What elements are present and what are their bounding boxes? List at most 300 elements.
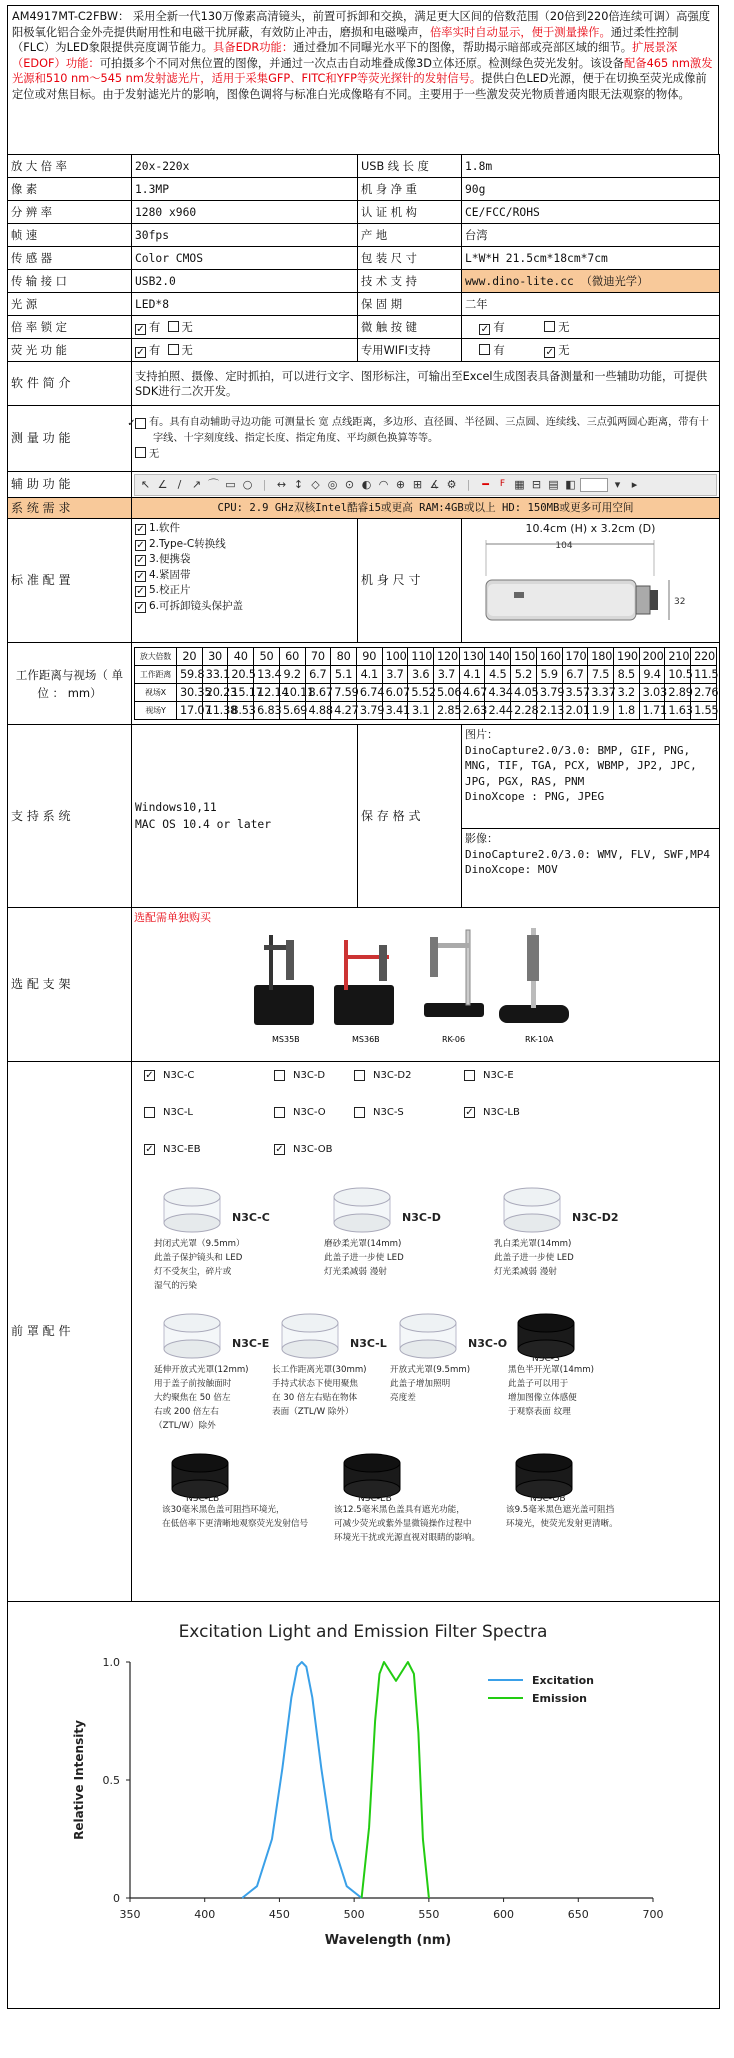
x-tick-label: 550	[418, 1908, 440, 1921]
distance-cell-value: 140	[485, 648, 511, 666]
distance-cell-value: 8.5	[613, 666, 639, 684]
cap-checkbox-grid	[132, 1062, 719, 1157]
cap-description: 表面（ZTL/W 除外）	[272, 1407, 354, 1417]
spec-label: 微 触 按 键	[358, 316, 462, 339]
std-item: 4.紧固带	[149, 568, 191, 581]
distance-cell-value: 220	[691, 648, 717, 666]
checkbox-checked[interactable]: ✓	[480, 323, 490, 335]
distance-cell-value: 100	[382, 648, 408, 666]
std-label: 标 准 配 置	[8, 519, 132, 643]
cap-name: N3C-C	[232, 1211, 270, 1224]
calibrate-icon[interactable]: ⊟	[531, 478, 542, 491]
distance-cell-value: 2.28	[511, 702, 537, 720]
distance-cell-value: 8.53	[228, 702, 254, 720]
separator-icon: |	[466, 478, 471, 491]
spec-value: 1.8m	[462, 155, 720, 178]
cap-product-card	[506, 1441, 678, 1545]
system-text-1: Windows10,11	[135, 801, 217, 814]
checkbox-checked[interactable]: ✓	[136, 586, 145, 597]
spec-value: L*W*H 21.5cm*18cm*7cm	[462, 247, 720, 270]
fluorescence-options	[132, 339, 358, 362]
distance-cell-value: 59.8	[177, 666, 203, 684]
cap-description: （ZTL/W）除外	[154, 1421, 216, 1431]
size-label: 机 身 尺 寸	[358, 519, 462, 643]
checkbox-checked[interactable]: ✓	[136, 570, 145, 582]
cap-description: 封闭式光罩（9.5mm）	[154, 1239, 245, 1249]
cap-description: 该30毫米黑色盖可阻挡环境光，	[162, 1505, 285, 1515]
distance-cell-value: 180	[588, 648, 614, 666]
spectra-chart	[8, 1602, 718, 2004]
cap-option[interactable]	[274, 1068, 354, 1083]
stand-label: RK-10A	[525, 1035, 554, 1044]
cap-product-card	[154, 1175, 324, 1293]
spec-label: 像 素	[8, 178, 132, 201]
color-swatch[interactable]	[580, 478, 608, 492]
fill-icon[interactable]: ▾	[614, 478, 621, 491]
aux-label: 辅 助 功 能	[8, 472, 132, 498]
cap-description: 灯不受灰尘，碎片或	[154, 1267, 232, 1277]
cap-option[interactable]	[464, 1105, 604, 1120]
settings-icon[interactable]: ⚙	[446, 478, 457, 491]
checkbox-unchecked[interactable]	[274, 1107, 285, 1118]
video-format-text: DinoCapture2.0/3.0: WMV, FLV, SWF,MP4	[465, 847, 711, 861]
distance-cell-value: 9.4	[639, 666, 665, 684]
y-tick-label: 1.0	[102, 1656, 120, 1669]
image-format-text-2: DinoXcope : PNG, JPEG	[465, 790, 605, 803]
checkbox-checked[interactable]: ✓	[136, 323, 145, 335]
cap-image	[272, 1301, 390, 1363]
checkbox-checked[interactable]: ✓	[136, 555, 145, 566]
checkbox-unchecked[interactable]	[168, 321, 179, 332]
sysreq-text: CPU: 2.9 GHz双核Intel酷睿i5或更高 RAM:4GB或以上 HD: 150MB或更多可用空间	[132, 498, 720, 519]
x-tick-label: 400	[194, 1908, 216, 1921]
stands-cell	[132, 908, 720, 1062]
cap-description: 乳白柔光罩(14mm)	[494, 1239, 572, 1249]
distance-label: 工作距离与视场（ 单 位 ： mm）	[8, 643, 132, 725]
spec-value: LED*8	[132, 293, 358, 316]
table-icon[interactable]: ▦	[514, 478, 525, 491]
distance-cell-value: 1.63	[665, 702, 691, 720]
spec-label: 放 大 倍 率	[8, 155, 132, 178]
distance-cell-value: 50	[254, 648, 280, 666]
aux-cell	[132, 472, 720, 498]
cap-product-card	[162, 1441, 334, 1545]
distance-cell-value: 200	[639, 648, 665, 666]
distance-cell-value: 110	[408, 648, 434, 666]
cap-description: 用于盖子前按触面时	[154, 1379, 232, 1389]
cap-option-label: N3C-S	[373, 1107, 404, 1118]
cap-option[interactable]	[354, 1105, 464, 1120]
cap-product-card	[154, 1301, 272, 1433]
cap-option-label: N3C-L	[163, 1107, 194, 1118]
h-measure-icon[interactable]: ↔	[276, 478, 287, 491]
distance-cell-value: 6.7	[305, 666, 331, 684]
y-tick-label: 0.5	[102, 1774, 120, 1787]
stand-label: MS36B	[352, 1035, 380, 1044]
format-label: 保 存 格 式	[358, 725, 462, 908]
cap-name: N3C-S	[532, 1354, 560, 1364]
checkbox-checked[interactable]: ✓	[145, 1144, 154, 1155]
distance-cell-value: 3.79	[356, 702, 382, 720]
checkbox-checked[interactable]: ✓	[136, 601, 145, 613]
distance-cell-value: 1.71	[639, 702, 665, 720]
video-format-text-2: DinoXcope: MOV	[465, 863, 558, 876]
distance-cell-value: 11.38	[202, 702, 228, 720]
std-item: 2.Type-C转换线	[149, 537, 226, 550]
distance-cell-value: 4.05	[511, 684, 537, 702]
distance-cell-value: 20	[177, 648, 203, 666]
distance-cell-value: 30	[202, 648, 228, 666]
angle-icon[interactable]: ∠	[157, 478, 168, 491]
video-formats	[462, 829, 719, 880]
cap-name: N3C-O	[468, 1337, 508, 1350]
distance-cell-value: 3.7	[434, 666, 460, 684]
distance-cell-value: 80	[331, 648, 357, 666]
distance-cell-value: 150	[511, 648, 537, 666]
x-tick-label: 700	[642, 1908, 664, 1921]
software-text: 支持拍照、摄像、定时抓拍，可以进行文字、图形标注，可输出至Excel生成图表具备测量和一些辅助功能，可提供SDK进行二次开发。	[132, 362, 720, 406]
intro-text-3: 通过叠加不同曝光水平下的图像，帮助揭示暗部或亮部区域的细节。	[293, 41, 633, 54]
distance-cell-value: 20.5	[228, 666, 254, 684]
measurement-toolbar	[134, 474, 717, 496]
spec-label: 倍 率 锁 定	[8, 316, 132, 339]
arc-icon[interactable]: ◠	[378, 478, 389, 491]
distance-cell-value: 5.9	[536, 666, 562, 684]
std-item: 5.校正片	[149, 584, 191, 596]
distance-cell-value: 1.55	[691, 702, 717, 720]
cross-icon[interactable]: ⊕	[395, 478, 406, 491]
spectra-cell	[8, 1602, 720, 2009]
cap-name: N3C-D2	[572, 1211, 619, 1224]
cap-name: N3C-EB	[358, 1494, 392, 1504]
distance-cell-value: 6.7	[562, 666, 588, 684]
distance-row	[135, 702, 717, 720]
distance-cell-value: 190	[613, 648, 639, 666]
cap-description: 黑色半开光罩(14mm)	[508, 1365, 594, 1375]
sysreq-label: 系 统 需 求	[8, 498, 132, 519]
stand-label: RK-06	[442, 1035, 466, 1044]
distance-cell-value: 4.88	[305, 702, 331, 720]
distance-cell-value: 3.03	[639, 684, 665, 702]
arrow-icon[interactable]: ↗	[191, 478, 202, 491]
distance-cell-value: 2.01	[562, 702, 588, 720]
system-label: 支 持 系 统	[8, 725, 132, 908]
std-item: 3.便携袋	[149, 553, 191, 565]
stands-label: 选 配 支 架	[8, 908, 132, 1062]
measure-label: 测 量 功 能	[8, 406, 132, 472]
cap-product-card	[508, 1301, 626, 1433]
spec-value: USB2.0	[132, 270, 358, 293]
distance-cell-value: 3.6	[408, 666, 434, 684]
distance-cell-value: 2.85	[434, 702, 460, 720]
x-tick-label: 500	[343, 1908, 365, 1921]
cap-option[interactable]	[354, 1068, 464, 1083]
cap-product-card	[390, 1301, 508, 1433]
color-icon[interactable]: ◧	[565, 478, 576, 491]
checkbox-unchecked[interactable]	[544, 321, 555, 332]
distance-cell-value: 10.5	[665, 666, 691, 684]
checkbox-checked[interactable]: ✓	[136, 346, 145, 358]
cap-description: 灯光柔减弱 漫射	[324, 1267, 387, 1277]
option-label: 有	[493, 343, 505, 357]
distance-cell-value: 5.52	[408, 684, 434, 702]
system-cell	[132, 725, 358, 908]
distance-cell-value: 15.17	[228, 684, 254, 702]
cap-row-2	[132, 1293, 719, 1433]
spec-value: 90g	[462, 178, 720, 201]
wifi-options	[462, 339, 720, 362]
distance-cell-value: 12.14	[254, 684, 280, 702]
legend-label: Emission	[532, 1692, 587, 1705]
spec-label: 产 地	[358, 224, 462, 247]
cap-name: N3C-D	[402, 1211, 441, 1224]
measure-text: 有。具有自动辅助寻边功能 可测量长 宽 点线距离，多边形、直径圆、半径圆、三点圆、连续线、三点弧两圆心距离，带有十字线、十字刻度线、指定长度、指定角度、平均颜色换算等等。	[149, 416, 709, 444]
distance-cell-value: 7.59	[331, 684, 357, 702]
dim-width-label: 104	[555, 541, 573, 551]
cap-image	[154, 1301, 272, 1363]
cap-option-label: N3C-EB	[163, 1144, 201, 1155]
y-axis-label: Relative Intensity	[72, 1720, 86, 1840]
checkbox-checked[interactable]: ✓	[136, 539, 145, 551]
series-line-excitation	[242, 1662, 362, 1898]
distance-cell-value: 3.57	[562, 684, 588, 702]
spec-label: 保 固 期	[358, 293, 462, 316]
cap-description: 湿气的污染	[154, 1281, 197, 1291]
cap-option[interactable]	[464, 1068, 604, 1083]
spec-label: USB 线 长 度	[358, 155, 462, 178]
spec-value: CE/FCC/ROHS	[462, 201, 720, 224]
ellipse-icon[interactable]: ○	[242, 478, 253, 491]
std-item: 6.可拆卸镜头保护盖	[149, 599, 244, 612]
distance-cell-value: 5.2	[511, 666, 537, 684]
line-icon[interactable]: /	[177, 478, 182, 491]
image-format-text: DinoCapture2.0/3.0: BMP, GIF, PNG, MNG, TIF, TGA, PCX, WBMP, JP2, JPC, JPG, PGX, RAS, PNM	[465, 743, 697, 788]
intro-highlight-1: 倍率实时自动显示，便于测量操作。	[430, 25, 611, 39]
distance-cell-value: 30.35	[177, 684, 203, 702]
cap-image	[494, 1175, 664, 1237]
cap-description: 右或 200 倍左右	[154, 1407, 219, 1417]
cap-image	[324, 1175, 494, 1237]
spec-value: 二年	[462, 293, 720, 316]
cap-description: 可减少荧光或紫外显微镜操作过程中	[334, 1519, 472, 1529]
cap-name: N3C-OB	[530, 1494, 566, 1504]
distance-cell-value: 20.23	[202, 684, 228, 702]
cap-description: 该9.5毫米黑色遮光盖可阻挡	[506, 1505, 615, 1515]
distance-cell-value: 210	[665, 648, 691, 666]
export-icon[interactable]: ▸	[631, 478, 638, 491]
caps-cell	[132, 1062, 720, 1602]
distance-cell-value: 5.1	[331, 666, 357, 684]
checkbox-unchecked[interactable]	[168, 344, 179, 355]
distance-cell-value: 1.8	[613, 702, 639, 720]
spec-label: 帧 速	[8, 224, 132, 247]
cap-description: 磨砂柔光罩(14mm)	[324, 1239, 402, 1249]
circle3-icon[interactable]: ⊙	[344, 478, 355, 491]
red-line-icon[interactable]: ━	[482, 478, 489, 491]
cap-row-1	[132, 1157, 719, 1293]
distance-cell-value: 3.2	[613, 684, 639, 702]
distance-cell-value: 70	[305, 648, 331, 666]
intro-text-5: 提供白色LED光源，便于在切换至荧光成像前定位或对焦目标。由于发射滤光片的影响，图像色调将与标准白光成像略有不同。主要用于一些激发荧光物质普通肉眼无法观察的物体。	[12, 72, 707, 101]
caps-label: 前 罩 配 件	[8, 1062, 132, 1602]
cap-description: 手持式状态下使用聚焦	[272, 1379, 358, 1389]
video-title: 影像：	[465, 832, 498, 845]
spec-label: 传 感 器	[8, 247, 132, 270]
intro-highlight-4: 配备465 nm激发光源和510 nm～545 nm发射滤光片，适用于采集GFP、FITC和YFP等荧光探针的发射信号。	[12, 56, 713, 85]
software-label: 软 件 简 介	[8, 362, 132, 406]
checkbox-checked[interactable]: ✓	[465, 1107, 474, 1118]
node-icon[interactable]: ◇	[311, 478, 320, 491]
distance-cell-value: 130	[459, 648, 485, 666]
spec-value: 1.3MP	[132, 178, 358, 201]
distance-cell-value: 8.67	[305, 684, 331, 702]
distance-cell-value: 2.89	[665, 684, 691, 702]
option-label: 无	[181, 320, 193, 334]
checkbox-checked[interactable]: ✓	[275, 1144, 284, 1155]
size-cell	[462, 519, 720, 643]
calc-icon[interactable]: ▤	[548, 478, 559, 491]
support-link[interactable]: www.dino-lite.cc （微迪光学）	[462, 270, 720, 293]
checkbox-unchecked[interactable]	[479, 344, 490, 355]
x-tick-label: 600	[493, 1908, 515, 1921]
cap-description: 此盖子进一步使 LED	[324, 1253, 404, 1263]
cap-description: 环境光，使荧光发射更清晰。	[506, 1519, 618, 1529]
distance-cell-value: 4.34	[485, 684, 511, 702]
cap-option[interactable]	[274, 1105, 354, 1120]
polyline-icon[interactable]: ⌒	[208, 478, 219, 491]
cap-name: N3C-LB	[186, 1494, 220, 1504]
legend-label: Excitation	[532, 1674, 594, 1687]
distance-cell-value: 5.06	[434, 684, 460, 702]
intro-highlight-3: 扩展景深（EDOF）功能：	[12, 41, 678, 70]
distance-cell-value: 13.4	[254, 666, 280, 684]
cap-description: 开放式光罩(9.5mm)	[390, 1365, 471, 1375]
cap-option-label: N3C-O	[293, 1107, 326, 1118]
option-label: 无	[181, 343, 193, 357]
v-measure-icon[interactable]: ↕	[293, 478, 304, 491]
cap-description: 于观察表面 纹理	[508, 1407, 571, 1417]
spec-label: 机 身 净 重	[358, 178, 462, 201]
option-label: 有	[149, 320, 161, 334]
checkbox-unchecked[interactable]	[135, 447, 146, 458]
circle-icon[interactable]: ◎	[327, 478, 338, 491]
cap-description: 亮度差	[390, 1393, 416, 1403]
cap-option-label: N3C-LB	[483, 1107, 520, 1118]
distance-cell-value: 33.1	[202, 666, 228, 684]
cap-option[interactable]	[144, 1142, 274, 1157]
distance-cell-value: 3.37	[588, 684, 614, 702]
checkbox-checked[interactable]: ✓	[545, 346, 554, 358]
cap-image	[508, 1301, 626, 1363]
distance-cell-value: 17.07	[177, 702, 203, 720]
checkbox-checked[interactable]: ✓	[136, 524, 145, 535]
intro-paragraph	[7, 5, 719, 154]
pointer-icon[interactable]: ↖	[140, 478, 151, 491]
distance-cell-value: 2.63	[459, 702, 485, 720]
format-cell	[462, 725, 720, 908]
image-formats	[462, 725, 719, 829]
microscope-dimension-drawing	[464, 536, 714, 636]
spec-table	[7, 154, 720, 2009]
rect-icon[interactable]: ▭	[225, 478, 236, 491]
grid-icon[interactable]: ⊞	[412, 478, 423, 491]
cap-product-card	[272, 1301, 390, 1433]
cap-description: 长工作距离光罩(30mm)	[272, 1365, 367, 1375]
cap-option[interactable]	[144, 1068, 274, 1083]
product-sheet	[7, 5, 719, 2009]
distance-cell-value: 4.5	[485, 666, 511, 684]
distance-cell-value: 4.67	[459, 684, 485, 702]
distance-row	[135, 648, 717, 666]
std-list	[132, 519, 358, 643]
cap-image	[154, 1175, 324, 1237]
x-tick-label: 650	[567, 1908, 589, 1921]
spec-label: 认 证 机 构	[358, 201, 462, 224]
x-tick-label: 450	[268, 1908, 290, 1921]
distance-cell-value: 6.07	[382, 684, 408, 702]
checkbox-checked[interactable]: ✓	[135, 418, 146, 429]
cap-description: 该12.5毫米黑色盖具有遮光功能，	[334, 1505, 465, 1515]
distance-cell-value: 4.1	[356, 666, 382, 684]
distance-cell-value: 3.7	[382, 666, 408, 684]
distance-cell-value: 7.5	[588, 666, 614, 684]
distance-cell-value: 60	[279, 648, 305, 666]
distance-cell-value: 1.9	[588, 702, 614, 720]
option-label: 有	[493, 320, 505, 334]
cap-description: 延伸开放式光罩(12mm)	[154, 1365, 249, 1375]
distance-row	[135, 684, 717, 702]
checkbox-unchecked[interactable]	[354, 1070, 365, 1081]
spec-value: Color CMOS	[132, 247, 358, 270]
cap-name: N3C-L	[350, 1337, 387, 1350]
spec-label: 光 源	[8, 293, 132, 316]
radius-icon[interactable]: ◐	[361, 478, 372, 491]
cap-option-label: N3C-E	[483, 1070, 514, 1081]
separator-icon: |	[262, 478, 267, 491]
dim-title: 10.4cm (H) x 3.2cm (D)	[525, 522, 656, 535]
spec-label: 传 输 接 口	[8, 270, 132, 293]
cap-description: 环境光干扰或光源直视对眼睛的影响。	[334, 1533, 481, 1543]
distance-cell-value: 160	[536, 648, 562, 666]
checkbox-unchecked[interactable]	[464, 1070, 475, 1081]
checkbox-unchecked[interactable]	[354, 1107, 365, 1118]
x-tick-label: 350	[119, 1908, 141, 1921]
cap-image	[390, 1301, 508, 1363]
font-icon[interactable]: F	[499, 479, 506, 489]
y-tick-label: 0	[113, 1892, 120, 1905]
distance-cell	[132, 643, 720, 725]
spec-label: 专用WIFI支持	[358, 339, 462, 362]
checkbox-unchecked[interactable]	[144, 1107, 155, 1118]
distance-cell-value: 40	[228, 648, 254, 666]
stand-label: MS35B	[272, 1035, 300, 1044]
cap-image	[506, 1441, 678, 1503]
distance-row-header: 视场Y	[135, 702, 177, 720]
checkbox-checked[interactable]: ✓	[145, 1070, 154, 1081]
angle2-icon[interactable]: ∡	[429, 478, 440, 491]
spec-label: 分 辨 率	[8, 201, 132, 224]
cap-option[interactable]	[144, 1105, 274, 1120]
checkbox-unchecked[interactable]	[274, 1070, 285, 1081]
distance-cell-value: 6.83	[254, 702, 280, 720]
distance-cell-value: 3.79	[536, 684, 562, 702]
cap-option[interactable]	[274, 1142, 354, 1157]
cap-description: 大约聚焦在 50 倍左	[154, 1393, 231, 1403]
std-item: 1.软件	[149, 522, 181, 534]
cap-product-card	[334, 1441, 506, 1545]
cap-description: 此盖子增加照明	[390, 1379, 451, 1389]
measure-cell	[127, 406, 720, 472]
